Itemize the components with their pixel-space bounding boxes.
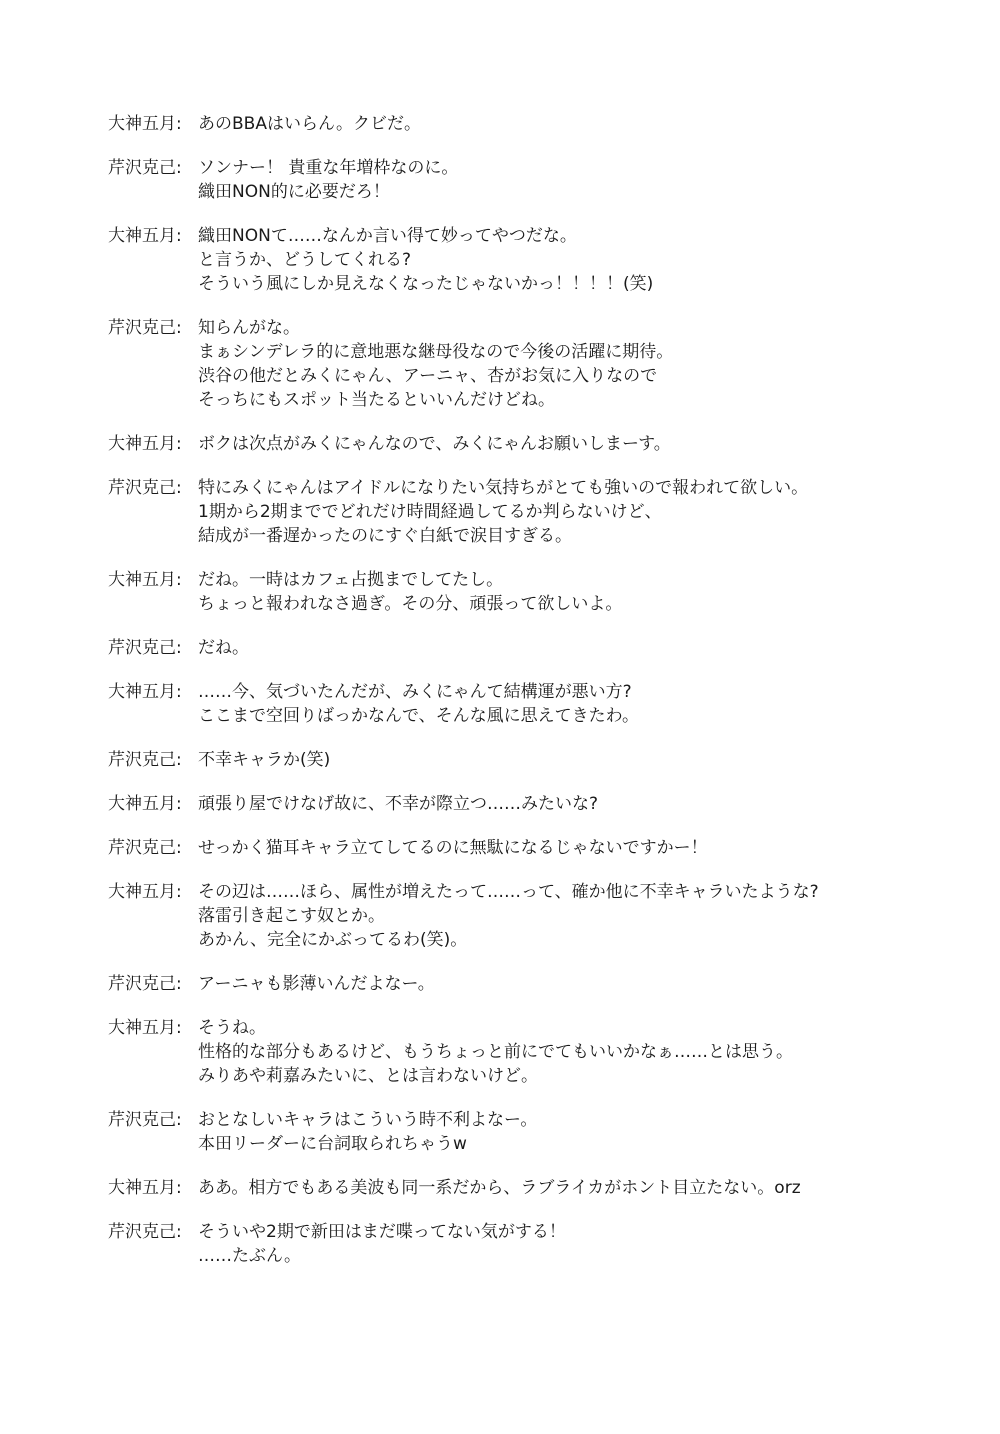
speech-line: 不幸キャラか(笑) [198,750,331,770]
dialogue-entry [108,432,938,456]
speech-line: その辺は……ほら、属性が増えたって……って、確か他に不幸キャラいたような? [198,882,819,902]
dialogue-entry [108,880,938,952]
speech-lines [198,1108,938,1156]
speech-line: そうね。 [198,1018,266,1038]
dialogue-entry [108,836,938,860]
speech-lines [198,224,938,296]
speaker-name: 大神五月: [108,882,182,902]
speaker-name: 大神五月: [108,1018,182,1038]
speech-lines [198,680,938,728]
speaker-name: 芹沢克己: [108,750,182,770]
speech-line: ……今、気づいたんだが、みくにゃんて結構運が悪い方? [198,682,632,702]
speech-line: 渋谷の他だとみくにゃん、アーニャ、杏がお気に入りなので [198,366,658,386]
speaker-name: 大神五月: [108,1178,182,1198]
speaker-name: 芹沢克己: [108,158,182,178]
speaker-name: 大神五月: [108,570,182,590]
speech-line: 織田NONて……なんか言い得て妙ってやつだな。 [198,226,577,246]
speaker-name: 芹沢克己: [108,1110,182,1130]
speech-line: 特にみくにゃんはアイドルになりたい気持ちがとても強いので報われて欲しい。 [198,478,809,498]
dialogue-entry [108,1220,938,1268]
dialogue-entry [108,1016,938,1088]
speech-line: ここまで空回りばっかなんで、そんな風に思えてきたわ。 [198,706,639,726]
speech-lines [198,636,938,660]
speech-line: 性格的な部分もあるけど、もうちょっと前にでてもいいかなぁ……とは思う。 [198,1042,793,1062]
speech-lines [198,316,938,412]
speech-line: 結成が一番遅かったのにすぐ白紙で涙目すぎる。 [198,526,572,546]
dialogue-transcript [108,112,938,1288]
speech-line: ……たぶん。 [198,1246,302,1266]
speech-line: 知らんがな。 [198,318,300,338]
speech-line: と言うか、どうしてくれる? [198,250,412,270]
speech-line: ボクは次点がみくにゃんなので、みくにゃんお願いしまーす。 [198,434,671,454]
speaker-name: 芹沢克己: [108,838,182,858]
speech-line: ソンナー！ 貴重な年増枠なのに。 [198,158,459,178]
speech-lines [198,880,938,952]
speech-lines [198,972,938,996]
dialogue-entry [108,636,938,660]
speech-lines [198,476,938,548]
speaker-name: 大神五月: [108,434,182,454]
speech-line: まぁシンデレラ的に意地悪な継母役なので今後の活躍に期待。 [198,342,674,362]
dialogue-entry [108,680,938,728]
speaker-name: 大神五月: [108,114,182,134]
speech-line: 本田リーダーに台詞取られちゃうw [198,1134,467,1154]
speaker-name: 芹沢克己: [108,318,182,338]
speech-lines [198,836,938,860]
speech-line: アーニャも影薄いんだよなー。 [198,974,435,994]
dialogue-entry [108,792,938,816]
speech-line: そういう風にしか見えなくなったじゃないかっ！！！！(笑) [198,274,654,294]
speech-line: そういや2期で新田はまだ喋ってない気がする！ [198,1222,566,1242]
speech-lines [198,748,938,772]
speaker-name: 大神五月: [108,226,182,246]
speech-line: あかん、完全にかぶってるわ(笑)。 [198,930,468,950]
speech-line: だね。 [198,638,249,658]
speaker-name: 大神五月: [108,682,182,702]
speech-line: 落雷引き起こす奴とか。 [198,906,385,926]
speaker-name: 芹沢克己: [108,638,182,658]
speech-line: そっちにもスポット当たるといいんだけどね。 [198,390,555,410]
speech-line: せっかく猫耳キャラ立てしてるのに無駄になるじゃないですかー！ [198,838,708,858]
dialogue-entry [108,568,938,616]
speech-lines [198,112,938,136]
speech-line: ああ。相方でもある美波も同一系だから、ラブライカがホント目立たない。orz [198,1178,801,1198]
dialogue-entry [108,1176,938,1200]
speech-lines [198,1220,938,1268]
speech-line: みりあや莉嘉みたいに、とは言わないけど。 [198,1066,538,1086]
speech-lines [198,1016,938,1088]
dialogue-entry [108,1108,938,1156]
speech-line: だね。一時はカフェ占拠までしてたし。 [198,570,504,590]
speech-lines [198,792,938,816]
dialogue-entry [108,316,938,412]
speech-line: 織田NON的に必要だろ！ [198,182,390,202]
speaker-name: 芹沢克己: [108,974,182,994]
speech-line: 頑張り屋でけなげ故に、不幸が際立つ……みたいな? [198,794,599,814]
speaker-name: 芹沢克己: [108,1222,182,1242]
dialogue-entry [108,748,938,772]
speech-line: おとなしいキャラはこういう時不利よなー。 [198,1110,538,1130]
speech-line: あのBBAはいらん。クビだ。 [198,114,421,134]
dialogue-entry [108,112,938,136]
speech-line: 1期から2期まででどれだけ時間経過してるか判らないけど、 [198,502,662,522]
speaker-name: 大神五月: [108,794,182,814]
speech-line: ちょっと報われなさ過ぎ。その分、頑張って欲しいよ。 [198,594,623,614]
speech-lines [198,156,938,204]
speech-lines [198,432,938,456]
dialogue-entry [108,224,938,296]
speech-lines [198,1176,938,1200]
dialogue-entry [108,476,938,548]
dialogue-entry [108,156,938,204]
speech-lines [198,568,938,616]
dialogue-entry [108,972,938,996]
speaker-name: 芹沢克己: [108,478,182,498]
